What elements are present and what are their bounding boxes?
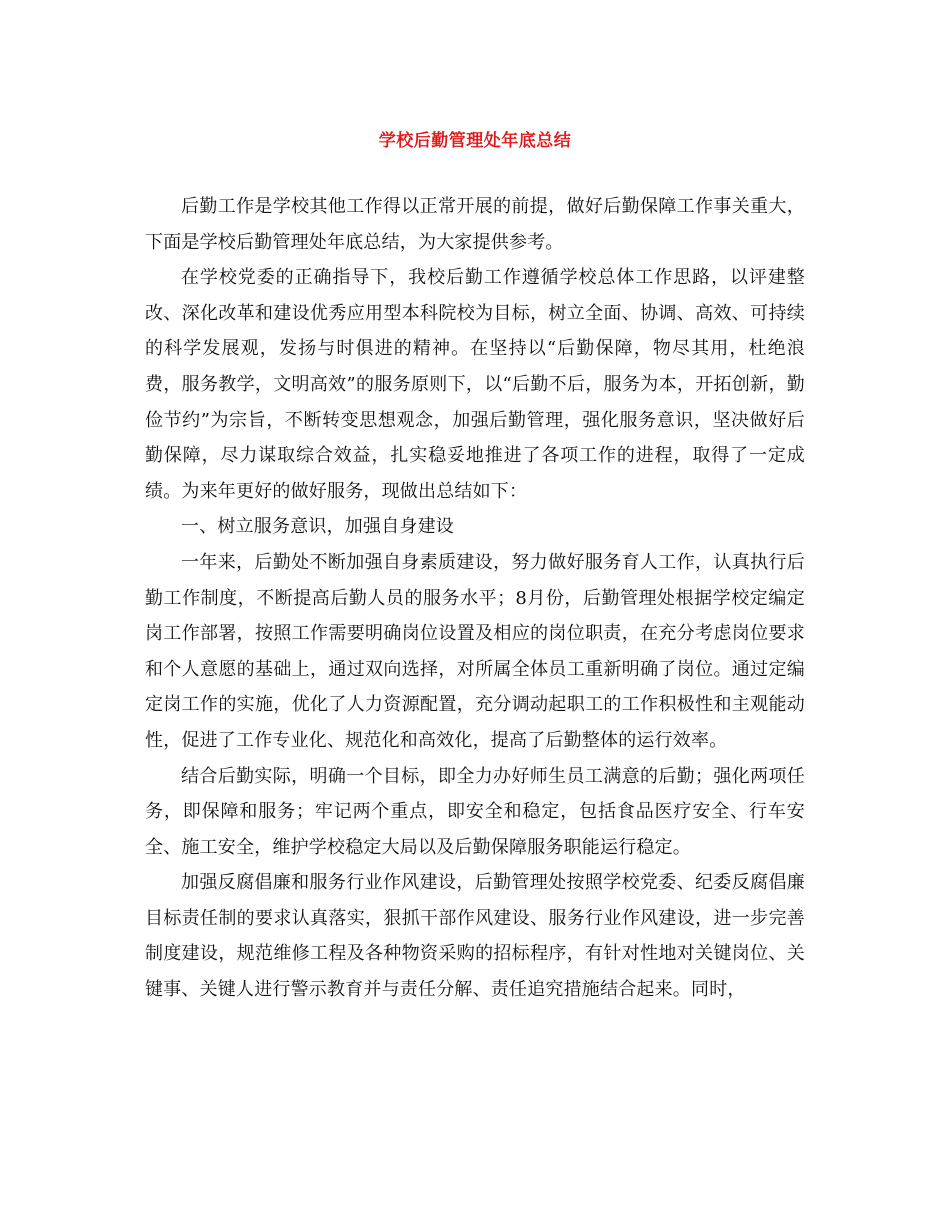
paragraph-goals: 结合后勤实际，明确一个目标，即全力办好师生员工满意的后勤；强化两项任务，即保障和服务；牢记两个重点，即安全和稳定，包括食品医疗安全、行车安全、施工安全，维护学校稳定大局以及后勤保障服务职能运行稳定。 [145, 765, 805, 858]
document-title: 学校后勤管理处年底总结 [378, 131, 572, 151]
paragraph-anti-corruption: 加强反腐倡廉和服务行业作风建设，后勤管理处按照学校党委、纪委反腐倡廉目标责任制的要求认真落实，狠抓干部作风建设、服务行业作风建设，进一步完善制度建设，规范维修工程及各种物资采购的招标程序，有针对性地对关键岗位、关键事、关键人进行警示教育并与责任分解、责任追究措施结合起来。同时， [145, 872, 805, 1001]
paragraph-intro: 后勤工作是学校其他工作得以正常开展的前提，做好后勤保障工作事关重大，下面是学校后勤管理处年底总结，为大家提供参考。 [145, 196, 805, 253]
paragraph-overview: 在学校党委的正确指导下，我校后勤工作遵循学校总体工作思路，以评建整改、深化改革和建设优秀应用型本科院校为目标，树立全面、协调、高效、可持续的科学发展观，发扬与时俱进的精神。在坚持以“后勤保障，物尽其用，杜绝浪费，服务教学，文明高效”的服务原则下，以“后勤不后，服务为本，开拓创新，勤俭节约”为宗旨，不断转变思想观念，加强后勤管理，强化服务意识，坚决做好后勤保障，尽力谋取综合效益，扎实稳妥地推进了各项工作的进程，取得了一定成绩。为来年更好的做好服务，现做出总结如下： [145, 267, 805, 502]
section-heading-1: 一、树立服务意识，加强自身建设 [181, 516, 454, 538]
document-body [145, 189, 805, 1008]
paragraph-self-building: 一年来，后勤处不断加强自身素质建设，努力做好服务育人工作，认真执行后勤工作制度，不断提高后勤人员的服务水平；8月份，后勤管理处根据学校定编定岗工作部署，按照工作需要明确岗位设置及相应的岗位职责，在充分考虑岗位要求和个人意愿的基础上，通过双向选择，对所属全体员工重新明确了岗位。通过定编定岗工作的实施，优化了人力资源配置，充分调动起职工的工作积极性和主观能动性，促进了工作专业化、规范化和高效化，提高了后勤整体的运行效率。 [145, 551, 805, 751]
